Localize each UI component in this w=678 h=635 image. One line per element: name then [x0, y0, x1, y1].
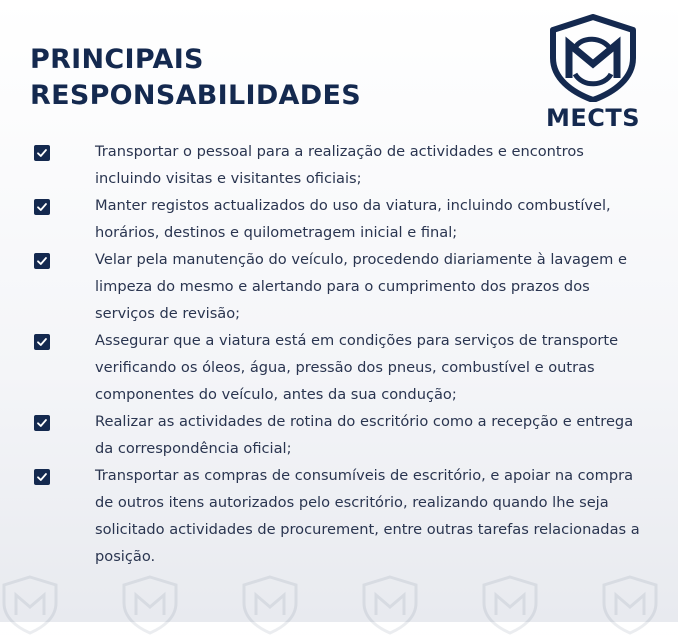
- list-item: [34, 138, 654, 192]
- title-line-2: RESPONSABILIDADES: [30, 80, 361, 111]
- list-item-text: Manter registos actualizados do uso da viatura, incluindo combustível, horários, destinos e quilometragem inicial e final;: [95, 197, 611, 241]
- list-item: [34, 462, 654, 570]
- checkbox-checked-icon: [34, 469, 50, 485]
- title-line-1: PRINCIPAIS: [30, 44, 204, 75]
- responsibilities-list: [34, 138, 654, 570]
- checkbox-checked-icon: [34, 334, 50, 350]
- company-logo: [543, 14, 643, 138]
- list-item-text: Transportar o pessoal para a realização de actividades e encontros incluindo visitas e visitantes oficiais;: [95, 143, 584, 187]
- logo-text: MECTS: [545, 104, 641, 132]
- checkbox-checked-icon: [34, 253, 50, 269]
- shield-watermark-icon: [120, 575, 180, 635]
- list-item-text: Realizar as actividades de rotina do escritório como a recepção e entrega da correspondência oficial;: [95, 413, 634, 457]
- checkbox-checked-icon: [34, 415, 50, 431]
- shield-watermark-icon: [600, 575, 660, 635]
- shield-watermark-icon: [360, 575, 420, 635]
- shield-watermark-icon: [0, 575, 60, 635]
- list-item-text: Transportar as compras de consumíveis de escritório, e apoiar na compra de outros itens autorizados pelo escritório, realizando quando lhe seja solicitado actividades de procurement, entre outras tarefas relacionadas a posição.: [95, 467, 640, 565]
- watermark-pattern: [0, 575, 678, 622]
- list-item: [34, 246, 654, 327]
- list-item-text: Velar pela manutenção do veículo, procedendo diariamente à lavagem e limpeza do mesmo e alertando para o cumprimento dos prazos dos serviços de revisão;: [95, 251, 627, 322]
- checkbox-checked-icon: [34, 199, 50, 215]
- shield-watermark-icon: [480, 575, 540, 635]
- list-item: [34, 408, 654, 462]
- page-title: [30, 42, 410, 114]
- checkbox-checked-icon: [34, 145, 50, 161]
- list-item-text: Assegurar que a viatura está em condições para serviços de transporte verificando os óleos, água, pressão dos pneus, combustível e outras componentes do veículo, antes da sua condução;: [95, 332, 619, 403]
- shield-watermark-icon: [240, 575, 300, 635]
- shield-monogram-icon: [543, 14, 643, 102]
- list-item: [34, 327, 654, 408]
- list-item: [34, 192, 654, 246]
